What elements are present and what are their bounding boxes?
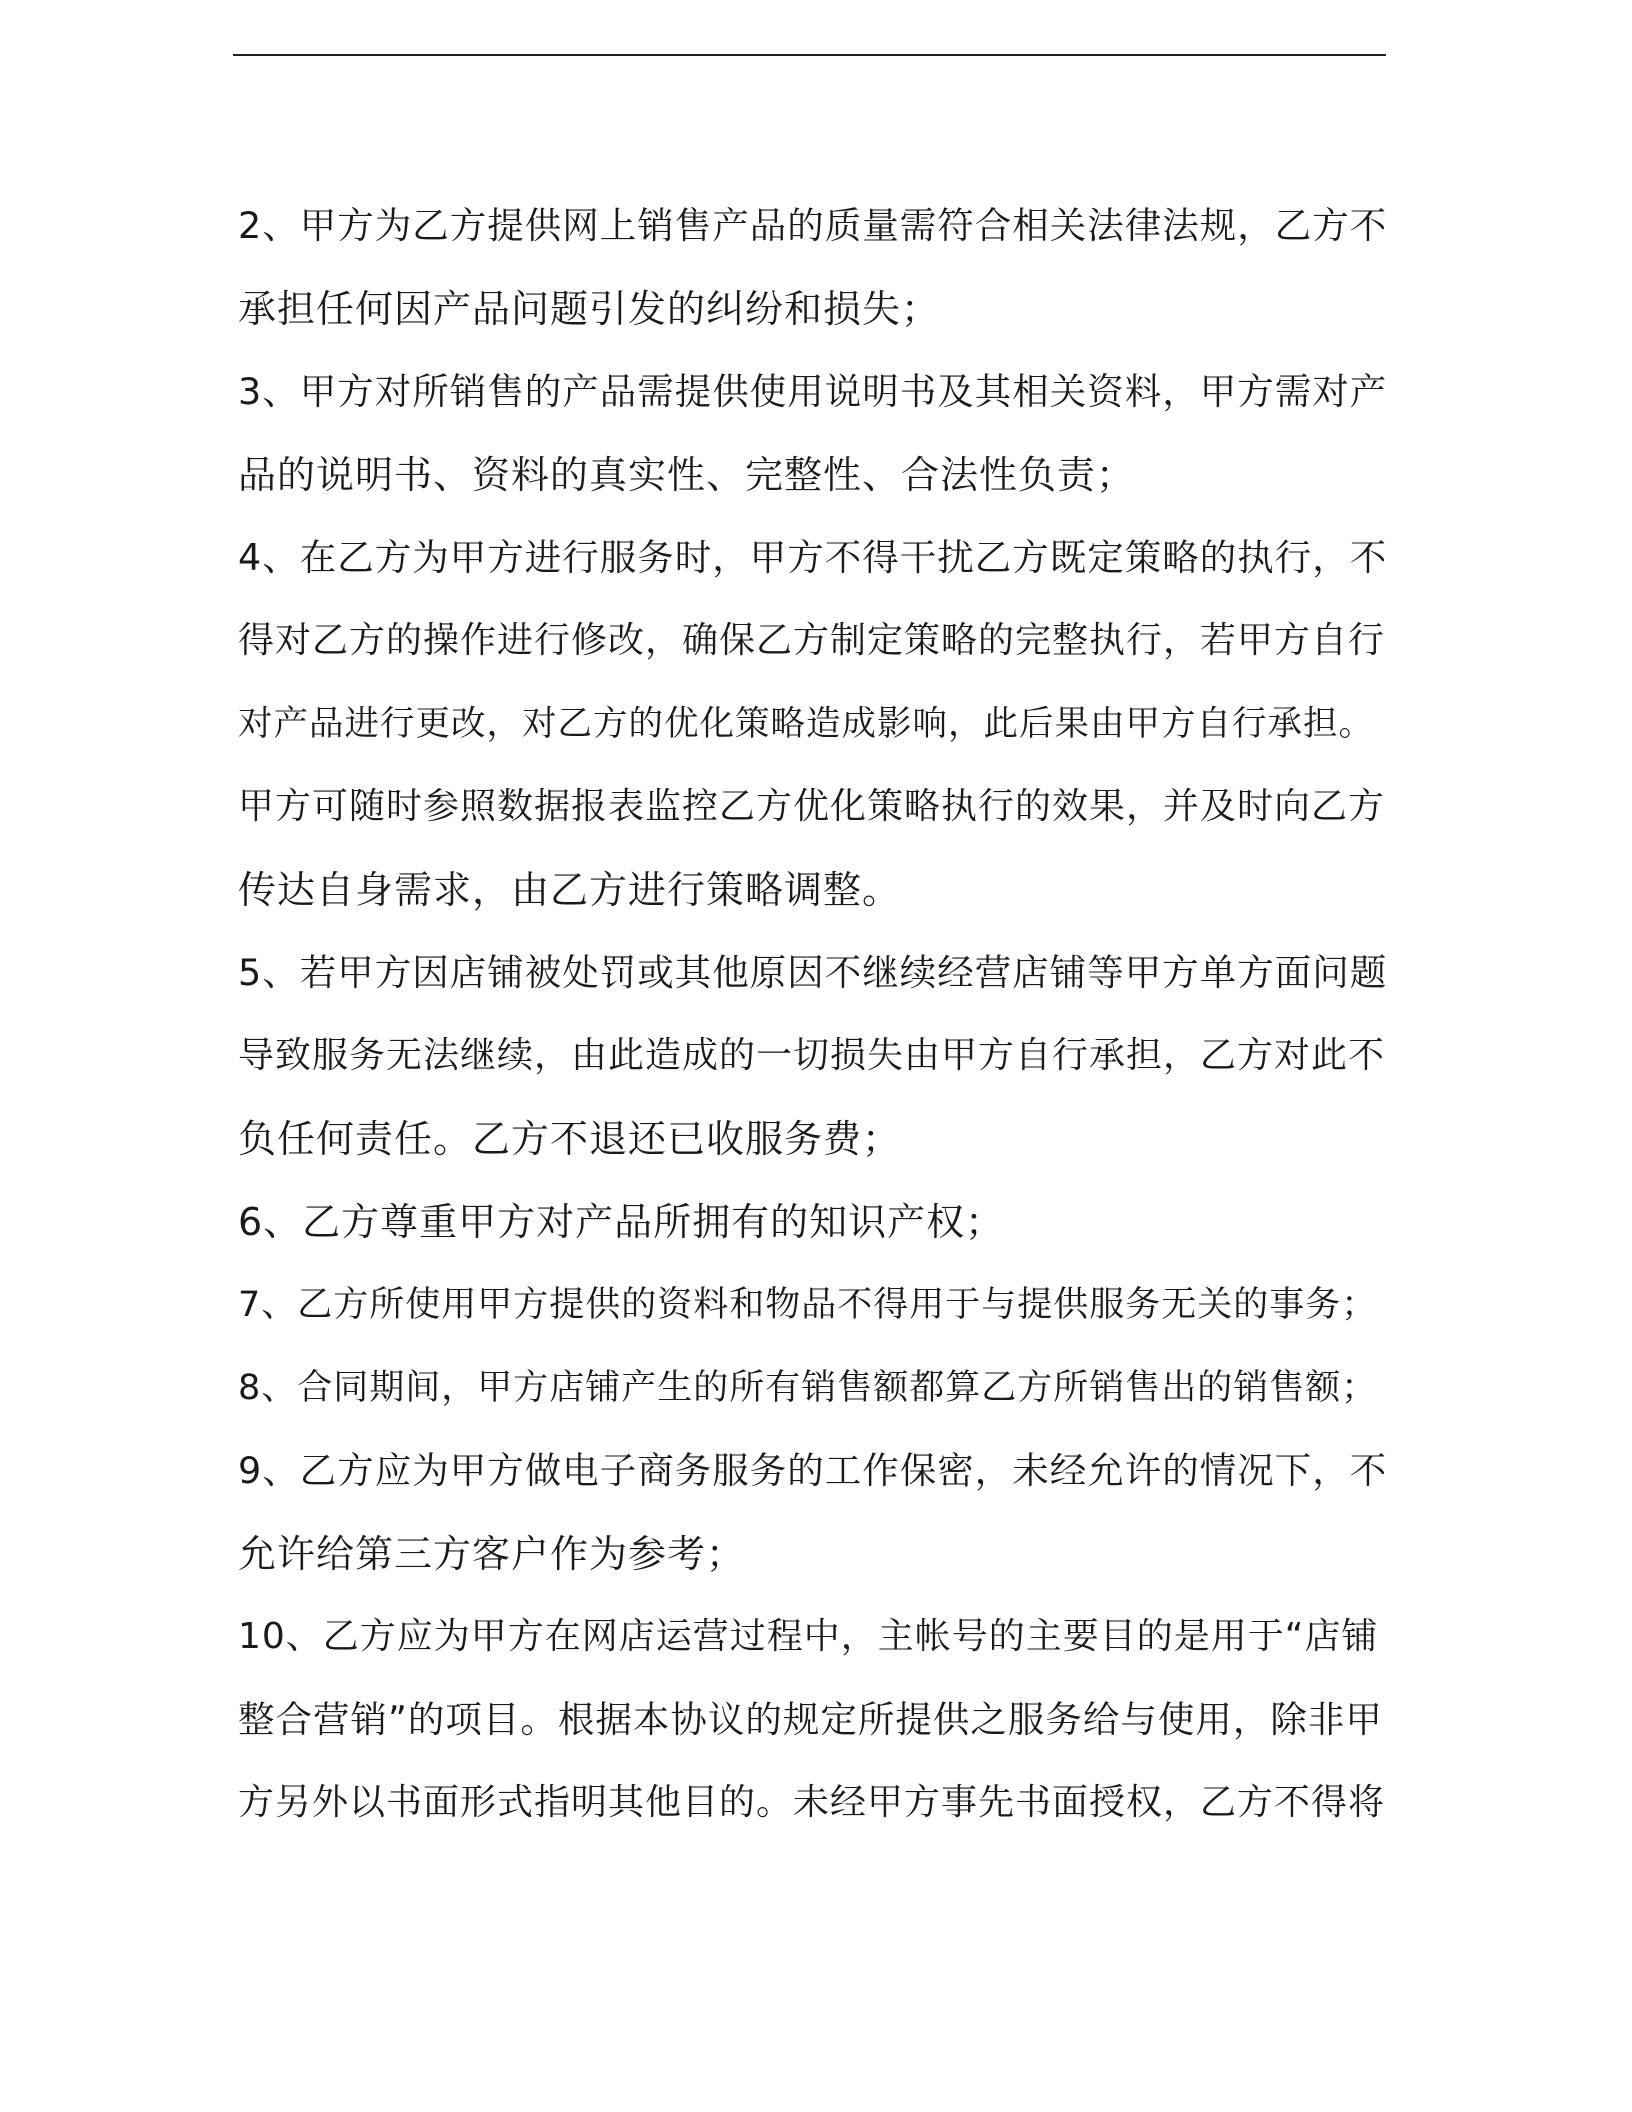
text-line: 5、若甲方因店铺被处罚或其他原因不继续经营店铺等甲方单方面问题 [238,951,1388,994]
text-line: 对产品进行更改，对乙方的优化策略造成影响，此后果由甲方自行承担。 [238,704,1374,744]
text-line: 甲方可随时参照数据报表监控乙方优化策略执行的效果，并及时向乙方 [238,786,1386,827]
text-line: 方另外以书面形式指明其他目的。未经甲方事先书面授权，乙方不得将 [238,1782,1386,1823]
text-line: 负任何责任。乙方不退还已收服务费； [238,1117,902,1161]
text-line: 导致服务无法继续，由此造成的一切损失由甲方自行承担，乙方对此不 [238,1035,1386,1076]
text-line: 4、在乙方为甲方进行服务时，甲方不得干扰乙方既定策略的执行，不 [238,536,1388,579]
text-line: 允许给第三方客户作为参考； [238,1532,746,1576]
text-line: 得对乙方的操作进行修改，确保乙方制定策略的完整执行，若甲方自行 [238,620,1386,661]
text-line: 传达自身需求，由乙方进行策略调整。 [238,868,902,912]
text-line: 10、乙方应为甲方在网店运营过程中，主帐号的主要目的是用于“店铺 [238,1616,1379,1657]
text-line: 7、乙方所使用甲方提供的资料和物品不得用于与提供服务无关的事务； [238,1285,1378,1325]
text-line: 整合营销”的项目。根据本协议的规定所提供之服务给与使用，除非甲 [238,1698,1383,1741]
text-line: 承担任何因产品问题引发的纠纷和损失； [238,287,941,331]
text-line: 6、乙方尊重甲方对产品所拥有的知识产权； [238,1200,1005,1244]
text-line: 3、甲方对所销售的产品需提供使用说明书及其相关资料，甲方需对产 [238,370,1388,413]
text-line: 2、甲方为乙方提供网上销售产品的质量需符合相关法律法规，乙方不 [238,204,1388,247]
document-body [238,193,1388,1853]
header-rule [233,54,1386,56]
text-line: 品的说明书、资料的真实性、完整性、合法性负责； [238,453,1136,497]
text-line: 9、乙方应为甲方做电子商务服务的工作保密，未经允许的情况下，不 [238,1449,1388,1492]
text-line: 8、合同期间，甲方店铺产生的所有销售额都算乙方所销售出的销售额； [238,1368,1378,1408]
